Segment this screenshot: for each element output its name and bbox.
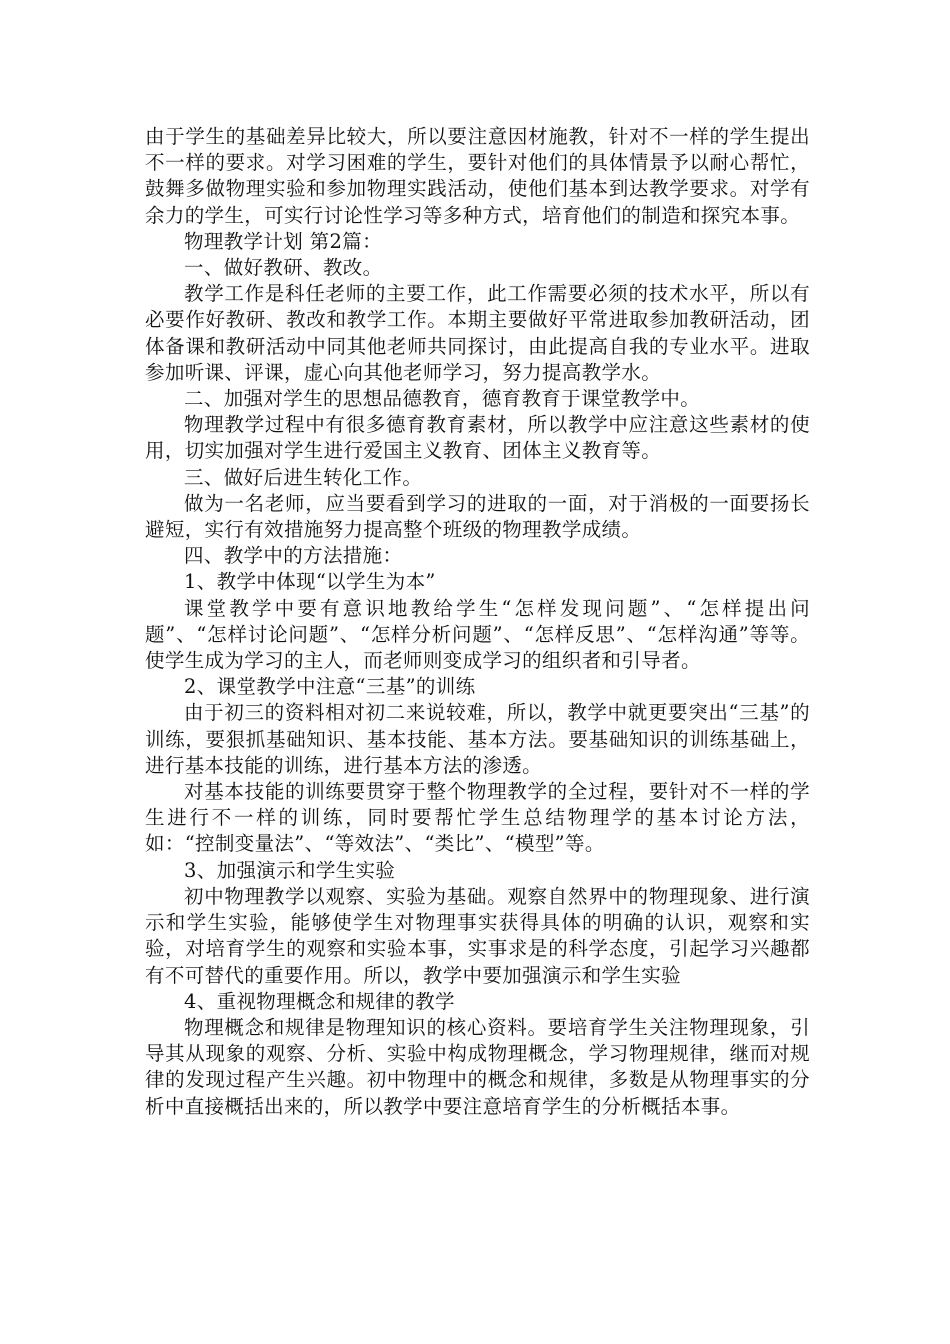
- heading-teaching-methods: 四、教学中的方法措施：: [184, 544, 403, 568]
- subheading-experiments: 3、加强演示和学生实验: [184, 858, 396, 882]
- paragraph-basic-skills: 对基本技能的训练要贯穿于整个物理教学的全过程，要针对不一样的学生进行不一样的训练，同时要帮忙学生总结物理学的基本讨论方法，如：“控制变量法”、“等效法”、“类比”、“模型”等。: [145, 780, 810, 856]
- paragraph-moral-education: 物理教学过程中有很多德育教育素材，所以教学中应注意这些素材的使用，切实加强对学生进行爱国主义教育、团体主义教育等。: [145, 413, 810, 463]
- paragraph-experiments: 初中物理教学以观察、实验为基础。观察自然界中的物理现象、进行演示和学生实验，能够使学生对物理事实获得具体的明确的认识，观察和实验，对培育学生的观察和实验本事，实事求是的科学态度，引起学习兴趣都有不可替代的重要作用。所以，教学中要加强演示和学生实验: [145, 884, 810, 987]
- subheading-concepts-and-laws: 4、重视物理概念和规律的教学: [184, 989, 455, 1013]
- section-heading-plan-part-2: 物理教学计划 第2篇：: [184, 229, 382, 253]
- paragraph-student-differences: 由于学生的基础差异比较大，所以要注意因材施教，针对不一样的学生提出不一样的要求。对学习困难的学生，要针对他们的具体情景予以耐心帮忙，鼓舞多做物理实验和参加物理实践活动，使他们基本到达教学要求。对学有余力的学生，可实行讨论性学习等多种方式，培育他们的制造和探究本事。: [145, 125, 810, 227]
- subheading-three-basics: 2、课堂教学中注意“三基”的训练: [184, 675, 476, 699]
- paragraph-student-centered: 课堂教学中要有意识地教给学生“怎样发现问题”、“怎样提出问题”、“怎样讨论问题”、“怎样分析问题”、“怎样反思”、“怎样沟通”等等。使学生成为学习的主人，而老师则变成学习的组织者和引导者。: [145, 596, 810, 673]
- paragraph-three-basics: 由于初三的资料相对初二来说较难，所以，教学中就更要突出“三基”的训练，要狠抓基础知识、基本技能、基本方法。要基础知识的训练基础上，进行基本技能的训练，进行基本方法的渗透。: [145, 701, 810, 777]
- heading-moral-education: 二、加强对学生的思想品德教育，德育教育于课堂教学中。: [184, 387, 701, 411]
- paragraph-concepts-and-laws: 物理概念和规律是物理知识的核心资料。要培育学生关注物理现象，引导其从现象的观察、分析、实验中构成物理概念，学习物理规律，继而对规律的发现过程产生兴趣。初中物理中的概念和规律，多数是从物理事实的分析中直接概括出来的，所以教学中要注意培育学生的分析概括本事。: [145, 1015, 810, 1118]
- paragraph-teaching-research: 教学工作是科任老师的主要工作，此工作需要必须的技术水平，所以有必要作好教研、教改和教学工作。本期主要做好平常进取参加教研活动，团体备课和教研活动中同其他老师共同探讨，由此提高自我的专业水平。进取参加听课、评课，虚心向其他老师学习，努力提高教学水。: [145, 282, 810, 384]
- subheading-student-centered: 1、教学中体现“以学生为本”: [184, 570, 436, 594]
- heading-struggling-students: 三、做好后进生转化工作。: [184, 465, 423, 489]
- paragraph-struggling-students: 做为一名老师，应当要看到学习的进取的一面，对于消极的一面要扬长避短，实行有效措施努力提高整个班级的物理教学成绩。: [145, 491, 810, 542]
- heading-teaching-research: 一、做好教研、教改。: [184, 256, 383, 280]
- document-page: [145, 124, 810, 1120]
